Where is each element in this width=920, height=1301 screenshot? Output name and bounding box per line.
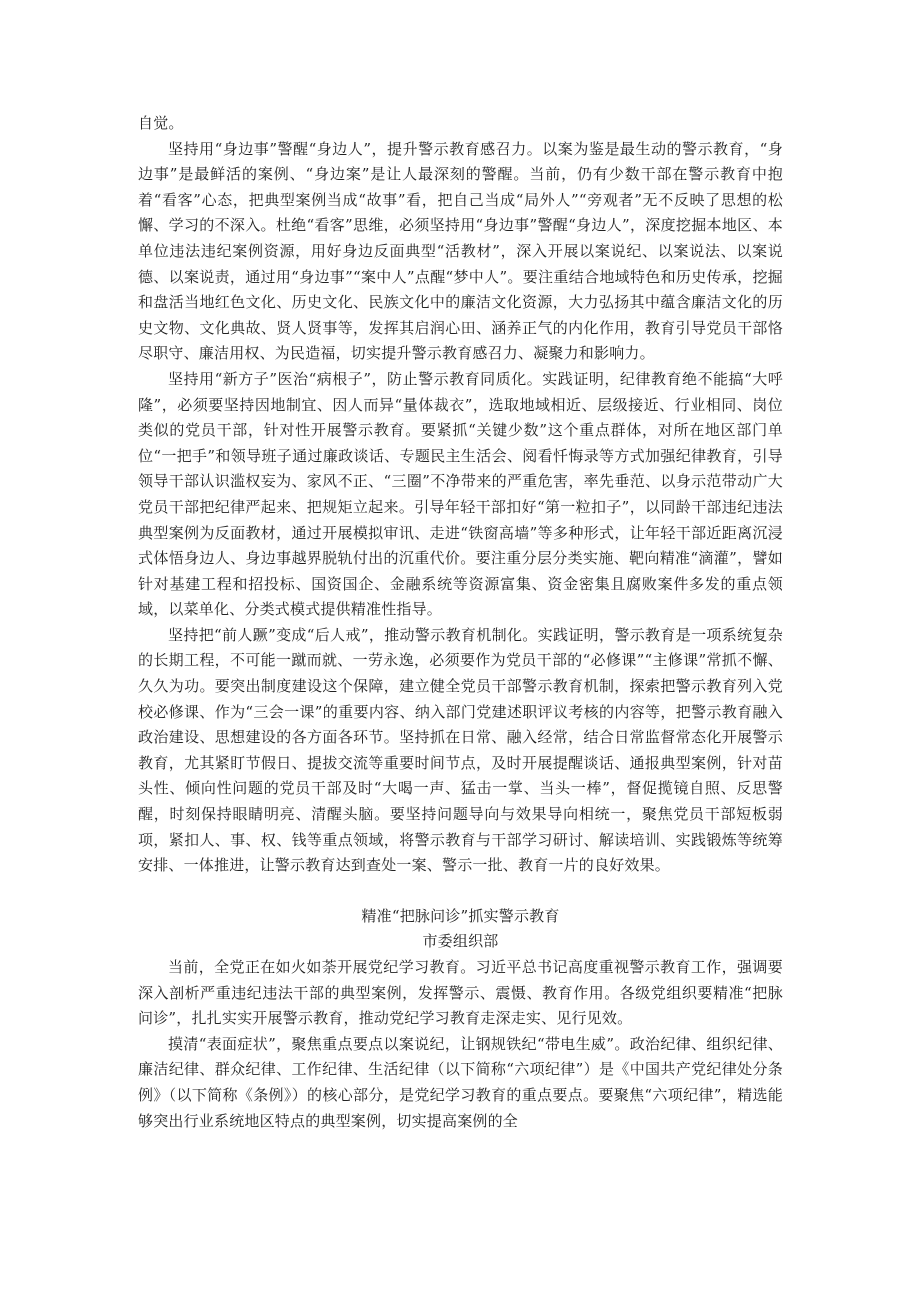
paragraph-body: 坚持用“新方子”医治“病根子”，防止警示教育同质化。实践证明，纪律教育绝不能搞“大呼隆”，必须要坚持因地制宜、因人而异“量体裁衣”，选取地域相近、层级接近、行业相同、岗位类似的党员干部，针对性开展警示教育。要紧抓“关键少数”这个重点群体，对所在地区部门单位“一把手”和领导班子通过廉政谈话、专题民主生活会、阅看忏悔录等方式加强纪律教育，引导领导干部认识滥权妄为、家风不正、“三圈”不净带来的严重危害，率先垂范、以身示范带动广大党员干部把纪律严起来、把规矩立起来。引导年轻干部扣好“第一粒扣子”，以同龄干部违纪违法典型案例为反面教材，通过开展模拟审讯、走进“铁窗高墙”等多种形式，让年轻干部近距离沉浸式体悟身边人、身边事越界脱轨付出的沉重代价。要注重分层分类实施、靶向精准“滴灌”，譬如针对基建工程和招投标、国资国企、金融系统等资源富集、资金密集且腐败案件多发的重点领域，以菜单化、分类式模式提供精准性指导。 xyxy=(138,369,783,619)
paragraph-continuation: 自觉。 xyxy=(138,114,184,132)
paragraph-body: 当前，全党正在如火如荼开展党纪学习教育。习近平总书记高度重视警示教育工作，强调要深入剖析严重违纪违法干部的典型案例，发挥警示、震慑、教育作用。各级党组织要精准“把脉问诊”，扎扎实实开展警示教育，推动党纪学习教育走深走实、见行见效。 xyxy=(138,958,783,1028)
paragraph-body: 摸清“表面症状”，聚焦重点要点以案说纪，让钢规铁纪“带电生威”。政治纪律、组织纪律、廉洁纪律、群众纪律、工作纪律、生活纪律（以下简称“六项纪律”）是《中国共产党纪律处分条例》（以下简称《条例》）的核心部分，是党纪学习教育的重点要点。要聚焦“六项纪律”，精选能够突出行业系统地区特点的典型案例，切实提高案例的全 xyxy=(138,1034,783,1130)
article-author: 市委组织部 xyxy=(422,932,499,951)
paragraph-body: 坚持把“前人蹶”变成“后人戒”，推动警示教育机制化。实践证明，警示教育是一项系统复杂的长期工程，不可能一蹴而就、一劳永逸，必须要作为党员干部的“必修课”“主修课”常抓不懈、久久为功。要突出制度建设这个保障，建立健全党员干部警示教育机制，探索把警示教育列入党校必修课、作为“三会一课”的重要内容、纳入部门党建述职评议考核的内容等，把警示教育融入政治建设、思想建设的各方面各环节。坚持抓在日常、融入经常，结合日常监督常态化开展警示教育，尤其紧盯节假日、提拔交流等重要时间节点，及时开展提醒谈话、通报典型案例，针对苗头性、倾向性问题的党员干部及时“大喝一声、猛击一掌、当头一棒”，督促揽镜自照、反思警醒，时刻保持眼睛明亮、清醒头脑。要坚持问题导向与效果导向相统一，聚焦党员干部短板弱项，紧扣人、事、权、钱等重点领域，将警示教育与干部学习研讨、解读培训、实践锻炼等统筹安排、一体推进，让警示教育达到查处一案、警示一批、教育一片的良好效果。 xyxy=(138,625,783,875)
paragraph-body: 坚持用“身边事”警醒“身边人”，提升警示教育感召力。以案为鉴是最生动的警示教育，“身边事”是最鲜活的案例、“身边案”是让人最深刻的警醒。当前，仍有少数干部在警示教育中抱着“看客”心态，把典型案例当成“故事”看，把自己当成“局外人”“旁观者”无不反映了思想的松懈、学习的不深入。杜绝“看客”思维，必须坚持用“身边事”警醒“身边人”，深度挖掘本地区、本单位违法违纪案例资源，用好身边反面典型“活教材”，深入开展以案说纪、以案说法、以案说德、以案说责，通过用“身边事”“案中人”点醒“梦中人”。要注重结合地域特色和历史传承，挖掘和盘活当地红色文化、历史文化、民族文化中的廉洁文化资源，大力弘扬其中蕴含廉洁文化的历史文物、文化典故、贤人贤事等，发挥其启润心田、涵养正气的内化作用，教育引导党员干部恪尽职守、廉洁用权、为民造福，切实提升警示教育感召力、凝聚力和影响力。 xyxy=(138,139,783,363)
document-page xyxy=(138,111,783,1134)
article-title: 精准“把脉问诊”抓实警示教育 xyxy=(361,906,560,925)
